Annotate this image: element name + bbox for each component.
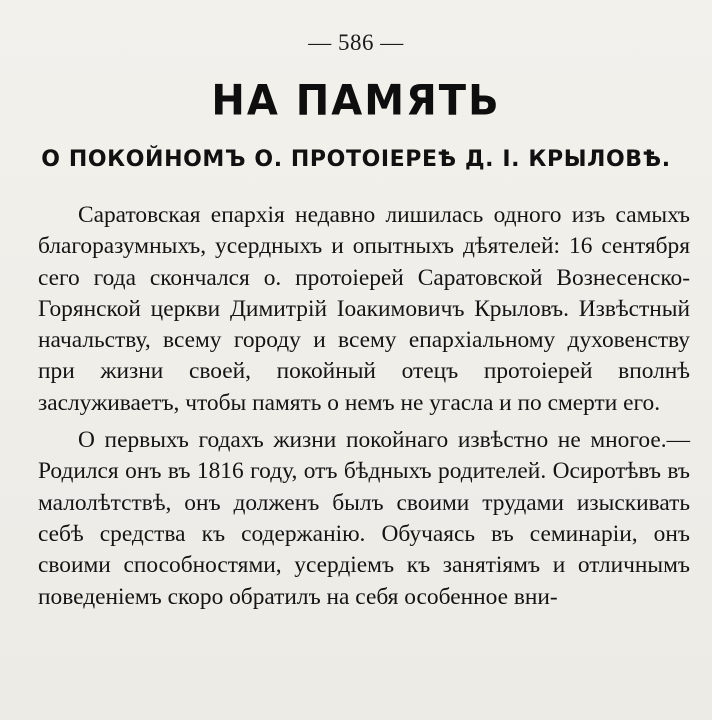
paragraph-2: О первыхъ годахъ жизни покойнаго извѣстно не многое.—Родился онъ въ 1816 году, отъ бѣдныхъ родителей. Осиротѣвъ въ малолѣтствѣ, онъ долженъ былъ своими трудами изыскивать себѣ средства къ содержанію. Обучаясь въ семинаріи, онъ своими способностями, усердіемъ къ занятіямъ и отличнымъ поведеніемъ скоро обратилъ на себя особенное вни- — [38, 427, 690, 610]
article-title: НА ПАМЯТЬ — [211, 76, 501, 126]
page-number: — 586 — — [308, 30, 404, 55]
article-body — [38, 200, 690, 613]
paragraph-1: Саратовская епархія недавно лишилась одного изъ самыхъ благоразумныхъ, усердныхъ и опытныхъ дѣятелей: 16 сентября сего года скончался о. протоіерей Саратовской Вознесенско-Горянской церкви Димитрій Іоакимовичъ Крыловъ. Извѣстный начальству, всему городу и всему епархіальному духовенству при жизни своей, покойный отецъ протоіерей вполнѣ заслуживаетъ, чтобы память о немъ не угасла и по смерти его. — [38, 202, 690, 416]
article-subtitle: О ПОКОЙНОМЪ О. ПРОТОІЕРЕѢ Д. І. КРЫЛОВѢ. — [41, 147, 671, 172]
